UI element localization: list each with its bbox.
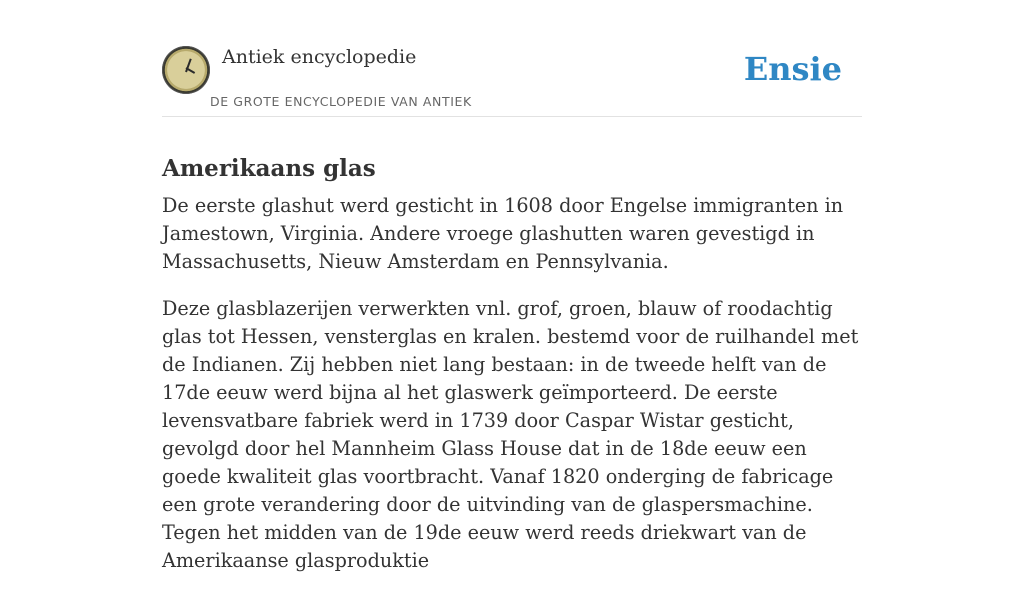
page [162, 0, 862, 572]
site-title[interactable]: Antiek encyclopedie [222, 46, 417, 68]
article-title: Amerikaans glas [162, 155, 376, 183]
site-header [162, 0, 862, 117]
site-subtitle: DE GROTE ENCYCLOPEDIE VAN ANTIEK [210, 94, 472, 109]
article-paragraph: Deze glasblazerijen verwerkten vnl. grof, groen, blauw of roodachtig glas tot Hessen, vensterglas en kralen. bestemd voor de ruilhandel met de Indianen. Zij hebben niet lang bestaan: in de tweede helft van de 17de eeuw werd bijna al het glaswerk geïmporteerd. De eerste levensvatbare fabriek werd in 1739 door Caspar Wistar gesticht, gevolgd door hel Mannheim Glass House dat in de 18de eeuw een goede kwaliteit glas voortbracht. Vanaf 1820 onderging de fabricage een grote verandering door de uitvinding van de glaspersmachine. Tegen het midden van de 19de eeuw werd reeds driekwart van de Amerikaanse glasproduktie [162, 297, 859, 572]
article-paragraph: De eerste glashut werd gesticht in 1608 door Engelse immigranten in Jamestown, Virginia. Andere vroege glashutten waren gevestigd in Massachusetts, Nieuw Amsterdam en Pennsylvania. [162, 194, 844, 273]
article-content [162, 192, 862, 594]
clock-icon[interactable] [162, 46, 210, 94]
brand-logo[interactable]: Ensie [743, 50, 842, 88]
